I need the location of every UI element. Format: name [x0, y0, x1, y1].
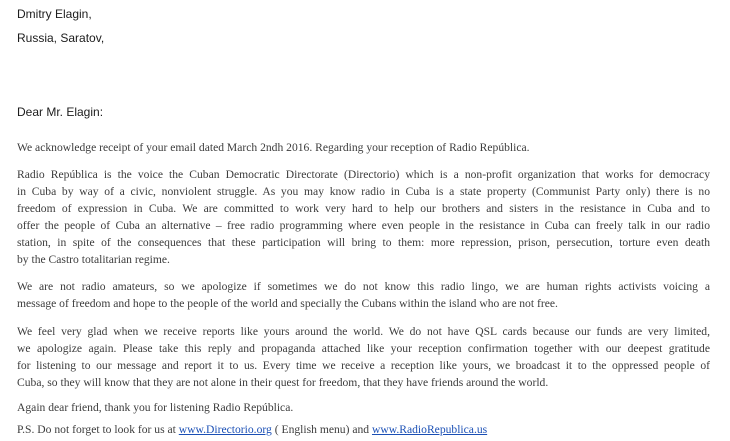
- recipient-name: Dmitry Elagin,: [17, 7, 92, 21]
- recipient-location: Russia, Saratov,: [17, 31, 105, 45]
- postscript-prefix: P.S. Do not forget to look for us at: [17, 423, 179, 436]
- paragraph-3-line: Cuba, so they will know that they are not alone in their quest for freedom, that they have friends around the world.: [17, 376, 549, 389]
- postscript-middle: ( English menu) and: [271, 423, 372, 436]
- paragraph-1-line: by the Castro totalitarian regime.: [17, 253, 170, 266]
- paragraph-2-line: message of freedom and hope to the people of the world and specially the Cubans within the island who are not free.: [17, 297, 558, 310]
- directorio-link[interactable]: www.Directorio.org: [178, 423, 272, 436]
- paragraph-3-line: We feel very glad when we receive reports like yours around the world. We do not have QSL cards because our funds are very limited,: [17, 325, 710, 338]
- salutation: Dear Mr. Elagin:: [17, 105, 104, 119]
- postscript: [17, 423, 487, 436]
- paragraph-1-line: in Cuba by way of a civic, nonviolent struggle. As you may know radio in Cuba is a state property (Communist Party only) there is no: [17, 185, 710, 198]
- paragraph-3-line: we apologize again. Please take this reply and propaganda attached like your reception confirmation together with our deepest gratitude: [17, 342, 710, 355]
- paragraph-1-line: offer the people of Cuba an alternative – free radio programming where even people in the resistance in Cuba can freely talk in our radio: [17, 219, 710, 232]
- radiorepublica-link[interactable]: www.RadioRepublica.us: [371, 423, 488, 436]
- acknowledgement-line: We acknowledge receipt of your email dated March 2ndh 2016. Regarding your reception of Radio República.: [17, 141, 530, 154]
- paragraph-1-line: Radio República is the voice the Cuban Democratic Directorate (Directorio) which is a non-profit organization that works for democracy: [17, 168, 710, 181]
- paragraph-1-line: station, in spite of the consequences that these participation will bring to them: more repression, prison, persecution, torture even death: [17, 236, 710, 249]
- paragraph-1-line: freedom of expression in Cuba. We are committed to work very hard to help our brothers and sisters in the resistance in Cuba and to: [17, 202, 710, 215]
- closing-line: Again dear friend, thank you for listening Radio República.: [17, 401, 294, 414]
- paragraph-2-line: We are not radio amateurs, so we apologize if sometimes we do not know this radio lingo, we are human rights activists voicing a: [17, 280, 710, 293]
- paragraph-3-line: for listening to our message and report it to us. Every time we receive a reception like yours, we broadcast it to the oppressed people of: [17, 359, 710, 372]
